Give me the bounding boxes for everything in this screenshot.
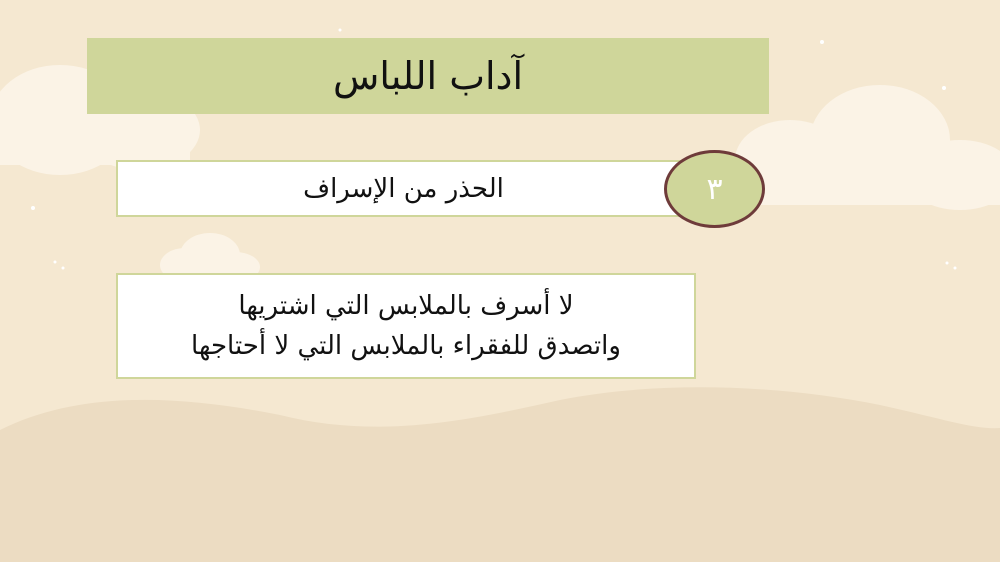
description-line-2: واتصدق للفقراء بالملابس التي لا أحتاجها (191, 331, 621, 361)
description-line-1: لا أسرف بالملابس التي اشتريها (238, 291, 574, 321)
number-badge (664, 150, 765, 228)
description-box (116, 273, 696, 379)
rule-box (116, 160, 691, 217)
rule-text: الحذر من الإسراف (303, 173, 504, 204)
number-text: ٣ (706, 171, 723, 207)
hills-back (0, 387, 1000, 562)
cloud-right (730, 85, 1000, 210)
title-banner (87, 38, 769, 114)
slide-title: آداب اللباس (332, 54, 524, 98)
